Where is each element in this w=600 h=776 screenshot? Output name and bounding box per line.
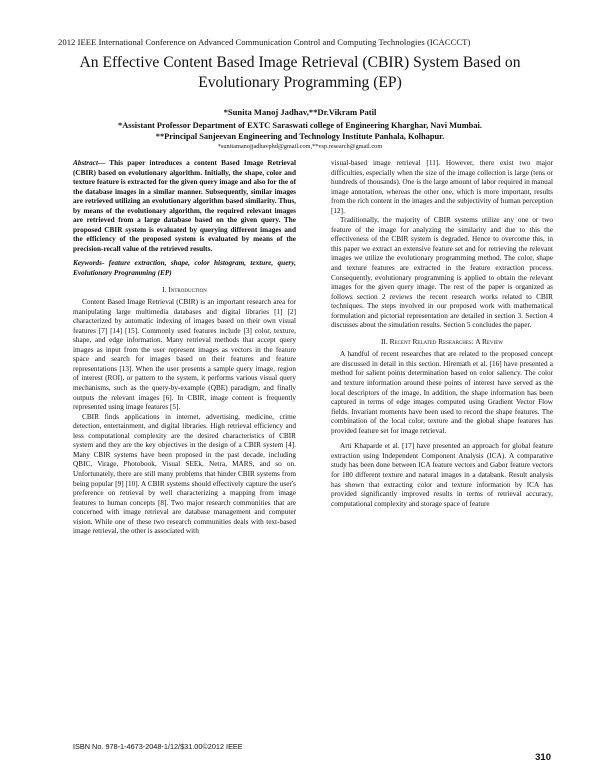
author-emails: *sunitamanojjadhavphd@gmail.com,**vsp.research@gmail.com [217,143,383,150]
affiliation-2: **Principal Sanjeevan Engineering and Technology Institute Panhala, Kolhapur. [155,132,445,141]
left-column [73,159,296,537]
body-paragraph: A handful of recent researches that are related to the proposed concept are discussed in detail in this section. Hiremath et al. [16] have presented a method for salient points determination based on color saliency. The color and texture information around these points of interest have served as the local descriptors of the image. In addition, the shape information has been captured in terms of edge images computed using Gradient Vector Flow fields. Invariant moments have been used to record the shape features. The combination of the local color, texture and the global shape features has provided feature set for image retrieval. [331,350,553,435]
right-column [331,159,553,509]
body-paragraph: Content Based Image Retrieval (CBIR) is an important research area for manipulating large multimedia databases and digital libraries [1] [2] characterized by automatic indexing of images based on their own visual features [7] [14] [15]. Commonly used features include [3] color, texture, shape, and edge information. Many retrieval methods that accept query images as input from the user represent images as vectors in the feature space and search for images based on their features and feature representations [13]. When the user presents a sample query image, region of interest (ROI), or pattern to the system, it performs various visual query mechanisms, such as the query-by-example (QBE) paradigm, and finally outputs the relevant images [6]. In CBIR, image content is frequently represented using image features [5]. [73,298,296,412]
abstract-label: Abstract [73,159,98,167]
section-title: Introduction [168,284,207,294]
body-paragraph: CBIR finds applications in internet, advertising, medicine, crime detection, entertainment, and digital libraries. High retrieval efficiency and less computational complexity are the desired characteristics of CBIR system and they are the key objectives in the design of a CBIR system [4]. Many CBIR systems have been proposed in the past decade, including QBIC, Virage, Photobook, Visual SEEk, Netra, MARS, and so on. Unfortunately, there are still many problems that hinder CBIR systems from being popular [9] [10]. A CBIR systems should effectively capture the user's preference on retrieval by well characterizing a mapping from image features to human concepts [8]. Two major research communities that are concerned with image retrieval are database management and computer vision. While one of these two research communities deals with text-based image retrieval, the other is associated with [73,412,296,536]
section-number: I. [162,284,167,294]
body-paragraph: Traditionally, the majority of CBIR systems utilize any one or two feature of the image for analyzing the similarity and due to this the effectiveness of the CBIR system is degraded. Hence to overcome this, in this paper we extract an extensive feature set and for retrieving the relevant images we utilize the evolutionary programming method. The color, shape and texture features are extracted in the feature extraction process. Consequently, evolutionary programming is applied to obtain the relevant images for the given query image. The rest of the paper is organized as follows section 2 reviews the recent research works related to CBIR techniques. The steps involved in our proposed work with mathematical formulation and pictorial representation are detailed in section 3. Section 4 discusses about the simulation results. Section 5 concludes the paper. [331,216,553,330]
abstract-text: — This paper introduces a content Based Image Retrieval (CBIR) based on evolutionary algorithm. Initially, the shape, color and texture feature is extracted for the given query image and also for the of the database images in a similar manner. Subsequently, similar images are retrieved utilizing an evolutionary algorithm based similarity. Thus, by means of the evolutionary algorithm, the required relevant images are retrieved from a large database based on the given query. The proposed CBIR system is evaluated by querying different images and the efficiency of the proposed system is evaluated by means of the precision-recall value of the retrieved results. [73,159,296,253]
conference-header: 2012 IEEE International Conference on Advanced Communication Control and Computing Technologies (ICACCCT) [58,37,471,47]
page-number: 310 [535,752,551,763]
section-title: Recent Related Researches: A Review [389,336,504,346]
paper-title [60,53,540,93]
section-heading-related-researches [331,337,553,347]
body-paragraph: Arti Khaparde et al. [17] have presented an approach for global feature extraction using Independent Component Analysis (ICA). A comparative study has been done between ICA feature vectors and Gabor feature vectors for 180 different texture and natural images in a databank. Result analysis has shown that extracting color and texture information by ICA has provided significantly improved results in terms of retrieval accuracy, computational complexity and storage space of feature [331,442,553,508]
isbn-footer: ISBN No. 978-1-4673-2048-1/12/$31.00©2012 IEEE [73,742,243,751]
body-paragraph: visual-based image retrieval [11]. However, there exist two major difficulties, especially when the size of the image collection is large (tens or hundreds of thousands). One is the large amount of labor required in manual image annotation, whereas the other one, which is more important, results from the rich content in the images and the subjectivity of human perception [12]. [331,159,553,215]
section-number: II. [380,336,388,346]
section-heading-introduction [73,285,296,295]
keywords: Keywords- feature extraction, shape, color histogram, texture, query, Evolutionary Programming (EP) [73,259,296,278]
title-line-2: Evolutionary Programming (EP) [198,74,402,91]
affiliation-1: *Assistant Professor Department of EXTC Saraswati college of Engineering Kharghar, Navi Mumbai. [118,121,482,130]
title-line-1: An Effective Content Based Image Retrieval (CBIR) System Based on [79,54,521,71]
author-names: *Sunita Manoj Jadhav,**Dr.Vikram Patil [223,107,377,117]
abstract [73,159,296,254]
